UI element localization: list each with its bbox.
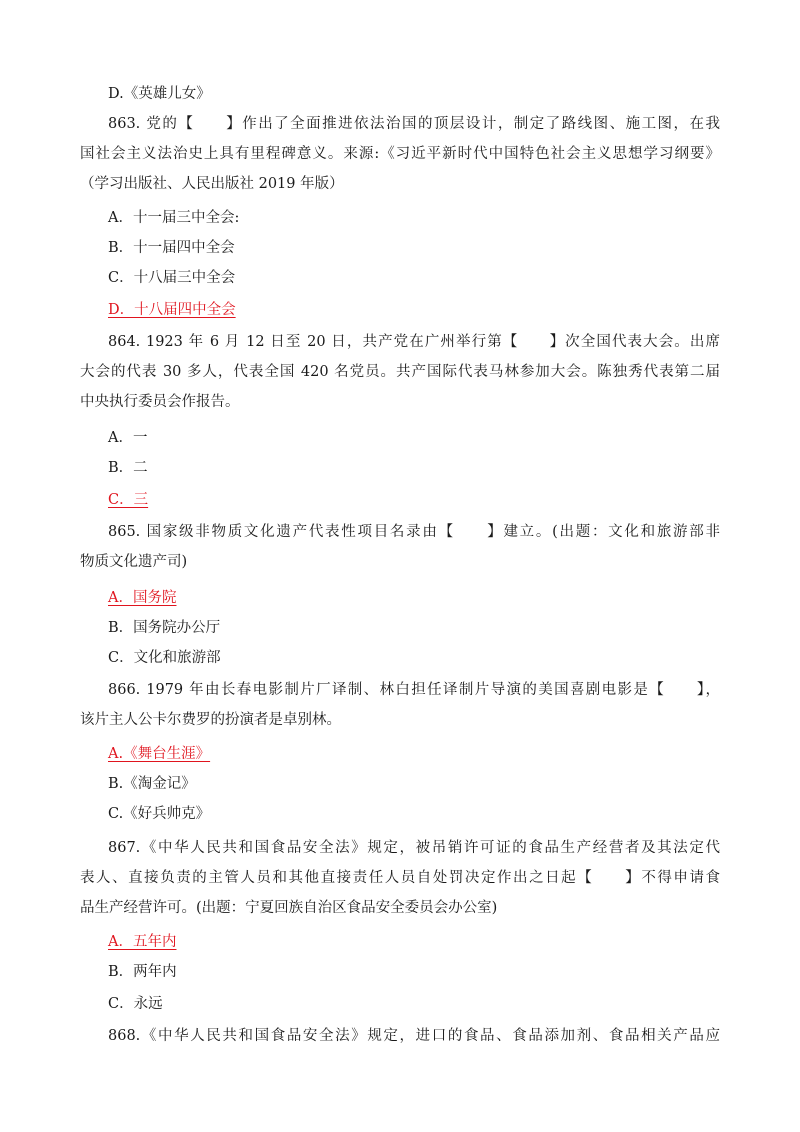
- q866-text-line1: 866. 1979 年由长春电影制片厂译制、林白担任译制片导演的美国喜剧电影是【 】，: [108, 682, 720, 698]
- q864-text-line3: 中央执行委员会作报告。: [80, 394, 240, 410]
- q865-text-line2: 物质文化遗产司): [80, 554, 188, 570]
- q863-text-line3: （学习出版社、人民出版社 2019 年版）: [80, 176, 344, 192]
- q867-option-b: B．两年内: [108, 964, 177, 980]
- q866-text-line2: 该片主人公卡尔费罗的扮演者是卓别林。: [80, 712, 341, 728]
- q866-option-c: C.《好兵帅克》: [108, 806, 211, 822]
- q867-option-c: C．永远: [108, 996, 163, 1012]
- q868-text-line1: 868.《中华人民共和国食品安全法》规定，进口的食品、食品添加剂、食品相关产品应: [108, 1028, 720, 1044]
- q866-option-b: B.《淘金记》: [108, 776, 196, 792]
- q863-option-a: A．十一届三中全会:: [108, 210, 240, 226]
- q866-option-a-answer: A.《舞台生涯》: [108, 746, 211, 762]
- q863-option-c: C．十八届三中全会: [108, 270, 236, 286]
- q863-text-line2: 国社会主义法治史上具有里程碑意义。来源:《习近平新时代中国特色社会主义思想学习纲要》: [80, 146, 720, 162]
- q867-text-line2: 表人、直接负责的主管人员和其他直接责任人员自处罚决定作出之日起【 】不得申请食: [80, 870, 720, 886]
- q865-option-b: B．国务院办公厅: [108, 620, 221, 636]
- q864-option-b: B．二: [108, 460, 148, 476]
- q867-text-line1: 867.《中华人民共和国食品安全法》规定，被吊销许可证的食品生产经营者及其法定代: [108, 840, 720, 856]
- q867-option-a-answer: A．五年内: [108, 934, 177, 950]
- q865-option-a-answer: A．国务院: [108, 590, 177, 606]
- q863-option-b: B．十一届四中全会: [108, 240, 235, 256]
- q864-option-a: A．一: [108, 430, 148, 446]
- q867-text-line3: 品生产经营许可。(出题：宁夏回族自治区食品安全委员会办公室): [80, 900, 498, 916]
- q864-text-line1: 864. 1923 年 6 月 12 日至 20 日，共产党在广州举行第【 】次全国代表大会。出席: [108, 334, 720, 350]
- q863-text-line1: 863. 党的【 】作出了全面推进依法治国的顶层设计，制定了路线图、施工图，在我: [108, 116, 720, 132]
- q862-option-d: D.《英雄儿女》: [108, 86, 211, 102]
- q865-text-line1: 865. 国家级非物质文化遗产代表性项目名录由【 】建立。(出题：文化和旅游部非: [108, 524, 720, 540]
- q864-option-c-answer: C．三: [108, 492, 149, 508]
- q863-option-d-answer: D．十八届四中全会: [108, 302, 236, 318]
- q864-text-line2: 大会的代表 30 多人，代表全国 420 名党员。共产国际代表马林参加大会。陈独秀代表第二届: [80, 364, 720, 380]
- q865-option-c: C．文化和旅游部: [108, 650, 221, 666]
